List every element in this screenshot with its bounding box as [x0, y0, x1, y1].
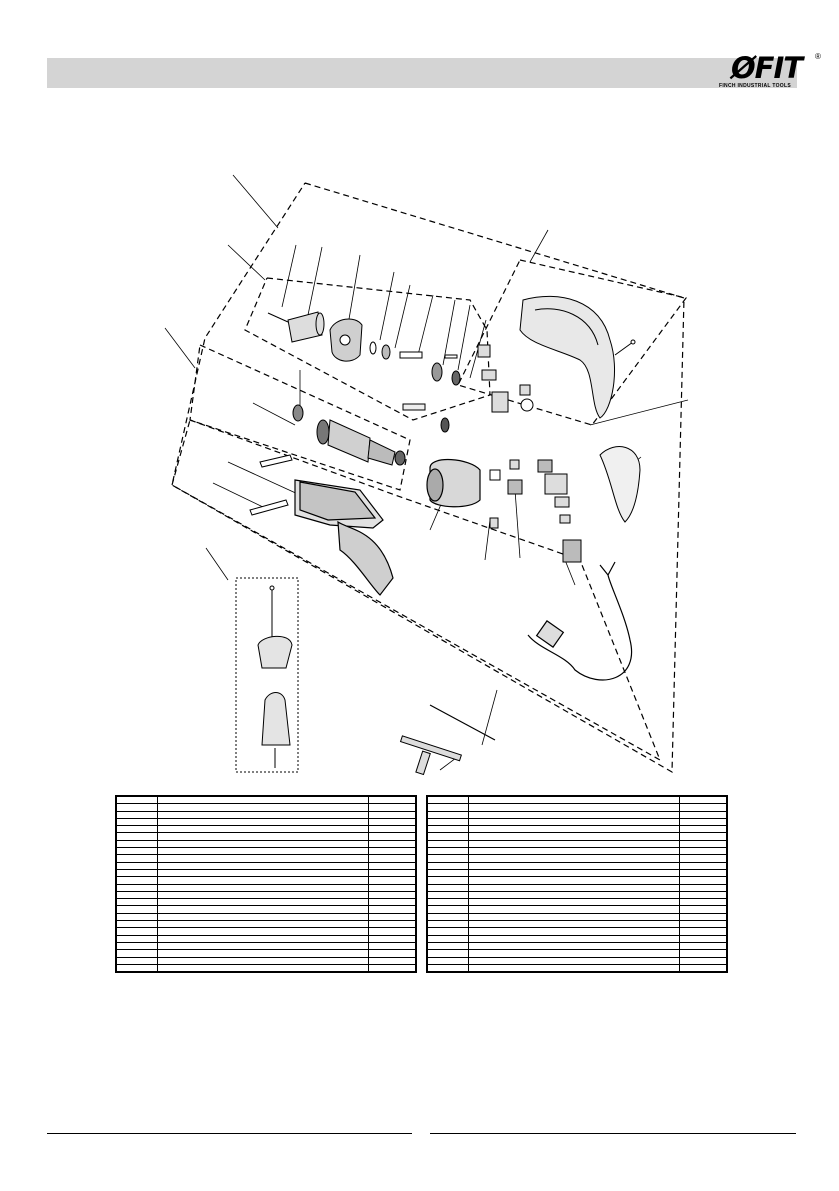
table-row: [116, 891, 416, 898]
logo-wordmark: ØFIT: [731, 51, 803, 85]
table-row: [116, 826, 416, 833]
housing-dashed-group: [172, 420, 660, 760]
table-row: [116, 964, 416, 972]
table-row: [427, 928, 727, 935]
table-row: [427, 957, 727, 964]
table-row: [427, 921, 727, 928]
table-row: [427, 869, 727, 876]
table-row: [427, 840, 727, 847]
table-row: [427, 833, 727, 840]
parts-table-right: [426, 795, 728, 973]
logo-subtitle: FINCH INDUSTRIAL TOOLS: [719, 83, 791, 89]
housing-screw: [615, 340, 635, 355]
table-row: [427, 913, 727, 920]
table-row: [116, 862, 416, 869]
parts-table-left: [115, 795, 417, 973]
table-row: [116, 833, 416, 840]
table-row: [427, 862, 727, 869]
registered-mark: ®: [815, 52, 821, 61]
stator-part: [427, 460, 480, 507]
table-row: [116, 869, 416, 876]
drill-housing-body: [295, 480, 393, 595]
chuck-part: [268, 312, 324, 342]
table-row: [116, 818, 416, 825]
table-row: [427, 964, 727, 972]
gearbox-housing: [330, 319, 362, 361]
table-row: [116, 811, 416, 818]
table-row: [427, 804, 727, 811]
handle-cover: [600, 447, 640, 522]
table-row: [427, 942, 727, 949]
table-row: [116, 877, 416, 884]
chuck-key: [401, 736, 462, 775]
table-row: [427, 818, 727, 825]
table-row: [427, 935, 727, 942]
table-row: [116, 884, 416, 891]
table-row: [427, 855, 727, 862]
table-row: [427, 826, 727, 833]
table-row: [116, 840, 416, 847]
table-row: [427, 796, 727, 804]
table-row: [116, 921, 416, 928]
table-row: [116, 957, 416, 964]
side-handle-assembly: [258, 586, 292, 768]
rear-handle-shell: [520, 296, 615, 418]
table-row: [116, 906, 416, 913]
table-row: [427, 906, 727, 913]
footer-rule-left: [47, 1133, 412, 1134]
power-cord: [528, 562, 632, 680]
table-row: [427, 899, 727, 906]
table-row: [116, 913, 416, 920]
table-row: [427, 877, 727, 884]
footer-rule-right: [430, 1133, 796, 1134]
table-row: [427, 950, 727, 957]
table-row: [116, 899, 416, 906]
table-row: [116, 950, 416, 957]
depth-rod: [430, 705, 495, 740]
table-row: [116, 848, 416, 855]
table-row: [116, 928, 416, 935]
table-row: [116, 796, 416, 804]
gearbox-dashed-group: [245, 278, 490, 420]
table-row: [116, 942, 416, 949]
armature-part: [293, 405, 405, 465]
table-row: [116, 804, 416, 811]
table-row: [427, 891, 727, 898]
table-row: [427, 811, 727, 818]
table-row: [116, 855, 416, 862]
table-row: [116, 935, 416, 942]
table-row: [427, 884, 727, 891]
table-row: [427, 848, 727, 855]
